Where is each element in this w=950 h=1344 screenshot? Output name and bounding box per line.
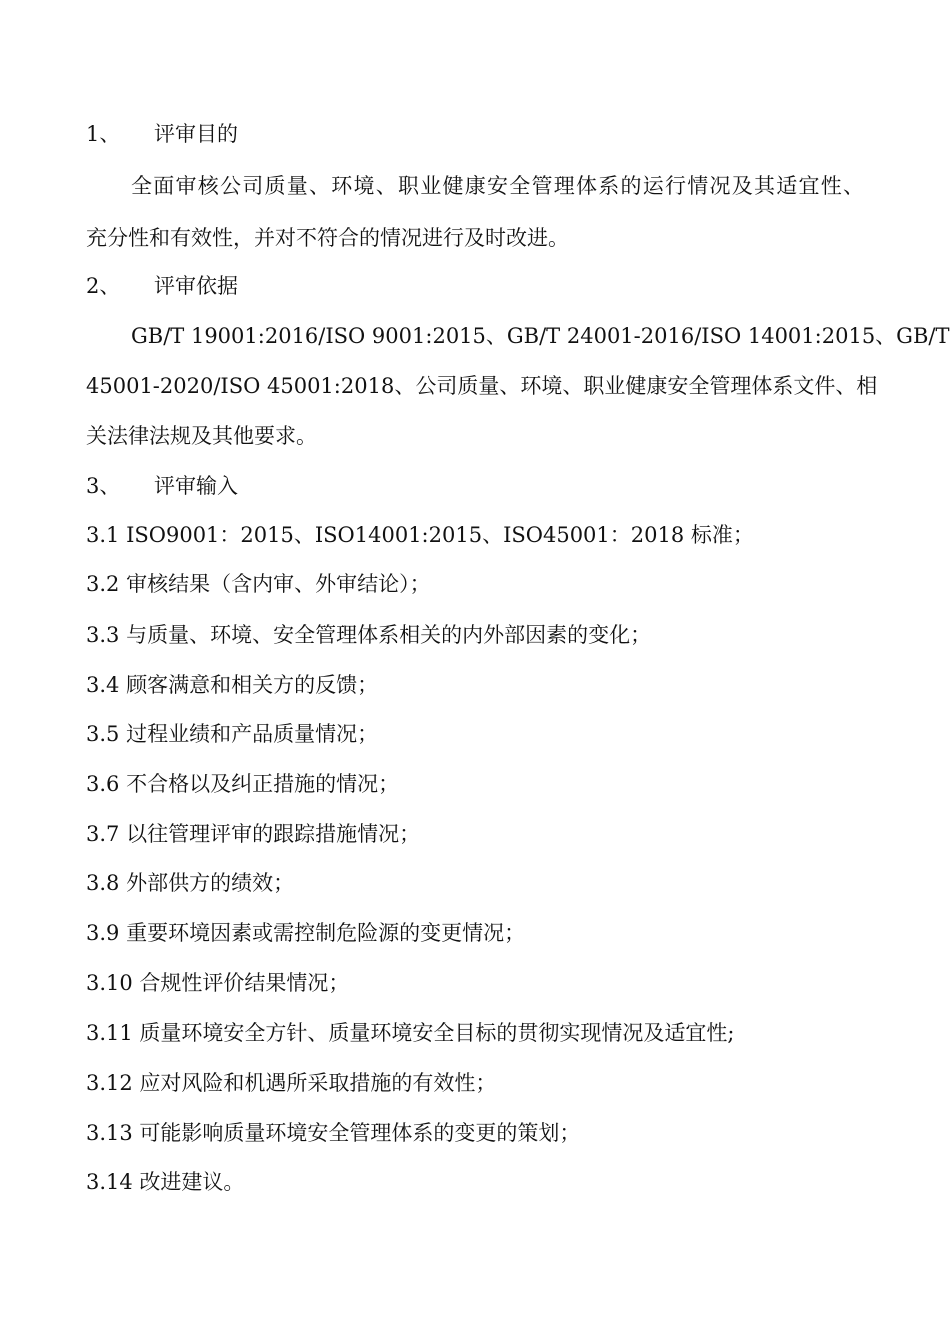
section-number: 1、 [86,122,121,146]
paragraph-line: GB/T 19001:2016/ISO 9001:2015、GB/T 24001-2016/ISO 14001:2015、GB/T [131,324,950,348]
list-item: 3.14 改进建议。 [86,1170,245,1194]
list-item: 3.8 外部供方的绩效； [86,871,295,895]
section-title: 评审输入 [154,474,238,498]
paragraph-line: 全面审核公司质量、环境、职业健康安全管理体系的运行情况及其适宜性、 [131,174,864,198]
section-heading-3 [86,473,238,499]
section-heading-2 [86,273,238,299]
paragraph-line: 关法律法规及其他要求。 [86,424,317,448]
list-item: 3.7 以往管理评审的跟踪措施情况； [86,822,421,846]
list-item: 3.1 ISO9001：2015、ISO14001:2015、ISO45001：2018 标准； [86,523,754,547]
list-item: 3.3 与质量、环境、安全管理体系相关的内外部因素的变化； [86,623,652,647]
list-item: 3.10 合规性评价结果情况； [86,971,350,995]
section-number: 3、 [86,474,121,498]
paragraph-line: 45001-2020/ISO 45001:2018、公司质量、环境、职业健康安全管理体系文件、相 [86,374,878,398]
list-item: 3.9 重要环境因素或需控制危险源的变更情况； [86,921,526,945]
list-item: 3.2 审核结果（含内审、外审结论）； [86,572,431,596]
list-item: 3.12 应对风险和机遇所采取措施的有效性； [86,1071,497,1095]
paragraph-line: 充分性和有效性，并对不符合的情况进行及时改进。 [86,226,569,250]
list-item: 3.4 顾客满意和相关方的反馈； [86,673,379,697]
list-item: 3.13 可能影响质量环境安全管理体系的变更的策划； [86,1121,581,1145]
section-heading-1 [86,121,238,147]
list-item: 3.11 质量环境安全方针、质量环境安全目标的贯彻实现情况及适宜性; [86,1021,735,1045]
section-number: 2、 [86,274,121,298]
section-title: 评审目的 [154,122,238,146]
list-item: 3.5 过程业绩和产品质量情况； [86,722,379,746]
section-title: 评审依据 [154,274,238,298]
list-item: 3.6 不合格以及纠正措施的情况； [86,772,400,796]
